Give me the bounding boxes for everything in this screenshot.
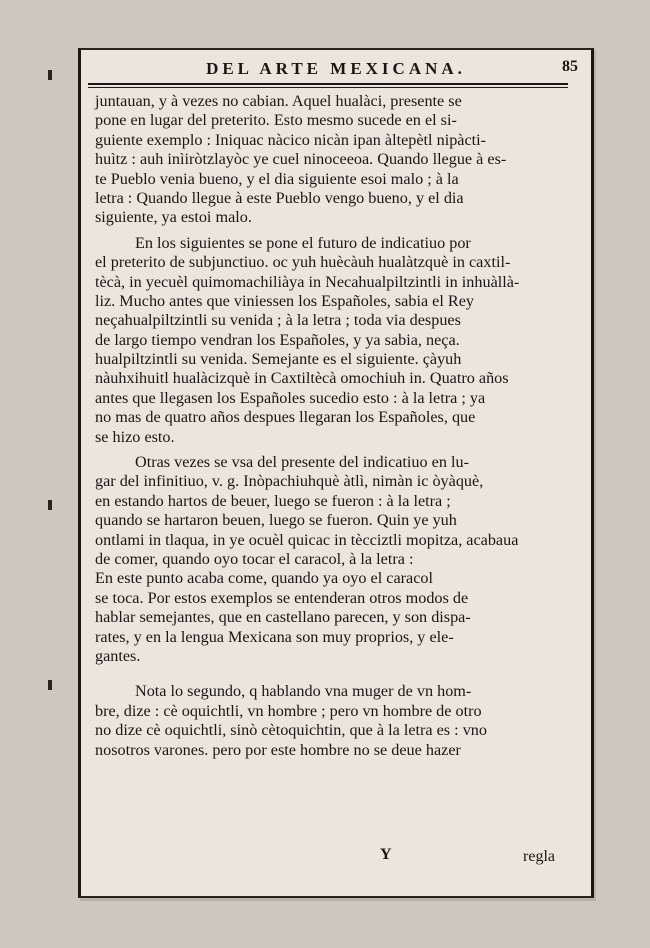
text-line: letra : Quando llegue à este Pueblo vengo bueno, y el dia — [95, 188, 464, 207]
header-rule — [88, 83, 568, 85]
text-line: de largo tiempo vendran los Españoles, y ya sabia, neça. — [95, 330, 460, 349]
text-line: gantes. — [95, 646, 141, 665]
text-line: huìtz : auh inìiròtzlayòc ye cuel ninoceeoa. Quando llegue à es- — [95, 150, 507, 169]
text-line: se hizo esto. — [95, 427, 175, 446]
text-line: guiente exemplo : Iniquac nàcico nicàn ipan àltepètl nipàcti- — [95, 130, 487, 149]
text-line: el preterito de subjunctiuo. oc yuh huècàuh hualàtzquè in caxtil- — [95, 253, 511, 272]
paragraph — [95, 234, 573, 447]
text-line: nàuhxihuitl hualàcizquè in Caxtiltècà omochiuh in. Quatro años — [95, 369, 509, 388]
text-line: gar del infinitiuo, v. g. Inòpachiuhquè àtlì, nimàn ic òyàquè, — [95, 472, 484, 491]
text-line: pone en lugar del preterito. Esto mesmo sucede en el si- — [95, 111, 457, 130]
binding-mark — [48, 70, 52, 80]
text-line: en estando hartos de beuer, luego se fueron : à la letra ; — [95, 491, 451, 510]
text-line: de comer, quando oyo tocar el caracol, à la letra : — [95, 549, 414, 568]
text-line: no mas de quatro años despues llegaran los Españoles, que — [95, 408, 476, 427]
text-line: neçahualpiltzintli su venida ; à la letra ; toda via despues — [95, 311, 461, 330]
text-line: Otras vezes se vsa del presente del indicatiuo en lu- — [135, 453, 469, 472]
text-line: juntauan, y à vezes no cabian. Aquel hualàci, presente se — [95, 92, 462, 110]
text-line: En este punto acaba come, quando ya oyo el caracol — [95, 569, 433, 588]
page-title: DEL ARTE MEXICANA. — [206, 59, 466, 78]
text-line: te Pueblo venia bueno, y el dia siguiente esoi malo ; à la — [95, 169, 459, 188]
paragraph — [95, 682, 573, 760]
header-rule — [88, 87, 568, 88]
text-line: liz. Mucho antes que viniessen los Españoles, sabia el Rey — [95, 291, 474, 310]
paragraph — [95, 92, 573, 228]
text-line: quando se hartaron beuen, luego se fueron. Quin ye yuh — [95, 511, 457, 530]
page-number: 85 — [562, 58, 578, 75]
text-line: Nota lo segundo, q hablando vna muger de vn hom- — [135, 682, 472, 701]
text-line: siguiente, ya estoi malo. — [95, 208, 252, 227]
catchword: regla — [523, 848, 555, 865]
body-text — [95, 92, 573, 760]
text-line: nosotros varones. pero por este hombre no se deue hazer — [95, 740, 461, 759]
text-line: hablar semejantes, que en castellano parecen, y son dispa- — [95, 608, 471, 627]
text-line: se toca. Por estos exemplos se entenderan otros modos de — [95, 588, 469, 607]
text-line: En los siguientes se pone el futuro de indicatiuo por — [135, 233, 471, 252]
text-line: ontlami in tlaqua, in ye ocuèl quicac in tècciztli mopitza, acabaua — [95, 530, 519, 549]
binding-mark — [48, 680, 52, 690]
text-line: antes que llegasen los Españoles sucedio esto : à la letra ; ya — [95, 388, 486, 407]
text-line: tècà, in yecuèl quimomachiliàya in Necahualpiltzintli in inhuàllà- — [95, 272, 520, 291]
text-line: no dize cè oquichtli, sinò cètoquichtin, que à la letra es : vno — [95, 721, 487, 740]
binding-mark — [48, 500, 52, 510]
signature-mark: Y — [380, 846, 392, 863]
text-line: hualpiltzintli su venida. Semejante es el siguiente. çàyuh — [95, 350, 462, 369]
paragraph — [95, 453, 573, 666]
running-header — [80, 57, 592, 81]
text-line: bre, dize : cè oquichtli, vn hombre ; pero vn hombre de otro — [95, 701, 482, 720]
text-line: rates, y en la lengua Mexicana son muy proprios, y ele- — [95, 627, 454, 646]
page-footer — [95, 846, 573, 868]
